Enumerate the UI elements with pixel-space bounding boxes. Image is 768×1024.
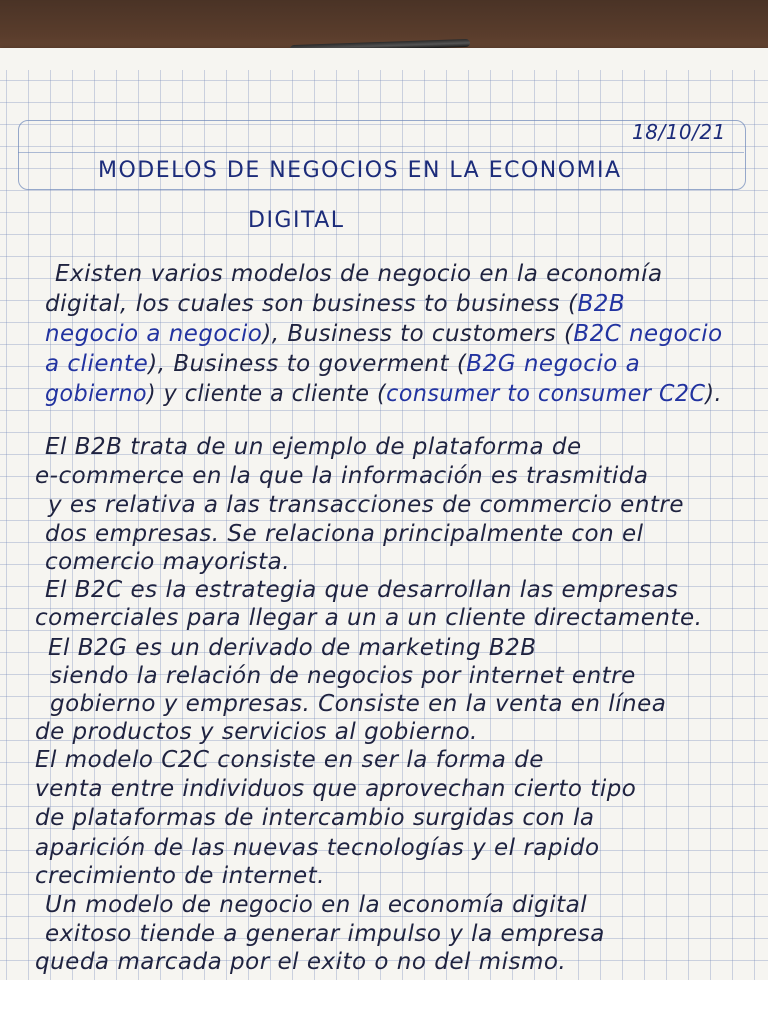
text-segment: e-commerce en la que la información es trasmitida xyxy=(35,463,649,489)
highlight-text: gobierno xyxy=(45,381,148,407)
date: 18/10/21 xyxy=(632,120,726,144)
text-line xyxy=(45,891,587,919)
text-segment: ). xyxy=(705,381,723,407)
text-segment: ), Business to goverment ( xyxy=(148,351,467,377)
text-line xyxy=(55,260,663,288)
text-segment: comercio mayorista. xyxy=(45,549,291,575)
title-line-2: DIGITAL xyxy=(248,208,345,233)
text-segment: Existen varios modelos de negocio en la economía xyxy=(55,261,663,287)
text-segment: exitoso tiende a generar impulso y la empresa xyxy=(45,921,605,947)
text-segment: gobierno y empresas. Consiste en la venta en línea xyxy=(50,691,667,717)
text-segment: ), Business to customers ( xyxy=(262,321,574,347)
text-segment: El B2G es un derivado de marketing B2B xyxy=(48,635,537,661)
highlight-text: B2B xyxy=(577,291,626,317)
text-line xyxy=(35,948,566,976)
text-line xyxy=(45,920,605,948)
highlight-text: negocio a negocio xyxy=(45,321,263,347)
text-segment: crecimiento de internet. xyxy=(35,863,325,889)
text-line xyxy=(35,834,600,862)
text-segment: El B2B trata de un ejemplo de plataforma de xyxy=(45,434,582,460)
text-line xyxy=(50,662,636,690)
highlight-text: a cliente xyxy=(45,351,149,377)
text-line xyxy=(48,491,684,519)
text-line xyxy=(35,718,478,746)
text-line xyxy=(35,746,544,774)
text-line xyxy=(35,462,648,490)
highlight-text: B2C negocio xyxy=(573,321,723,347)
text-segment: siendo la relación de negocios por internet entre xyxy=(50,663,636,689)
highlight-text: consumer to consumer C2C xyxy=(386,381,706,407)
text-line xyxy=(35,804,594,832)
text-line xyxy=(50,690,666,718)
text-line xyxy=(35,604,702,632)
text-segment: y es relativa a las transacciones de commercio entre xyxy=(48,492,685,518)
text-segment: dos empresas. Se relaciona principalmente con el xyxy=(45,521,644,547)
text-segment: El B2C es la estrategia que desarrollan las empresas xyxy=(45,577,679,603)
text-segment: de plataformas de intercambio surgidas con la xyxy=(35,805,595,831)
text-line xyxy=(35,862,325,890)
text-segment: El modelo C2C consiste en ser la forma de xyxy=(35,747,544,773)
text-line xyxy=(35,775,636,803)
text-segment: comerciales para llegar a un a un cliente directamente. xyxy=(35,605,703,631)
text-segment: Un modelo de negocio en la economía digital xyxy=(45,892,588,918)
text-segment: queda marcada por el exito o no del mismo. xyxy=(35,949,567,975)
text-segment: digital, los cuales son business to business ( xyxy=(45,291,578,317)
text-line xyxy=(45,548,290,576)
text-line xyxy=(45,350,640,378)
text-segment: aparición de las nuevas tecnologías y el rapido xyxy=(35,835,600,861)
text-line xyxy=(45,290,625,318)
header-divider xyxy=(18,152,744,153)
text-line xyxy=(45,380,722,408)
text-line xyxy=(45,576,678,604)
text-segment: de productos y servicios al gobierno. xyxy=(35,719,478,745)
text-segment: venta entre individuos que aprovechan cierto tipo xyxy=(35,776,637,802)
title-line-1: MODELOS DE NEGOCIOS EN LA ECONOMIA xyxy=(98,158,622,183)
notebook-page xyxy=(0,48,768,980)
bottom-margin xyxy=(0,980,768,1024)
highlight-text: B2G negocio a xyxy=(466,351,641,377)
text-line xyxy=(45,433,582,461)
text-line xyxy=(48,634,537,662)
text-line xyxy=(45,320,723,348)
text-line xyxy=(45,520,644,548)
text-segment: ) y cliente a cliente ( xyxy=(147,381,387,407)
